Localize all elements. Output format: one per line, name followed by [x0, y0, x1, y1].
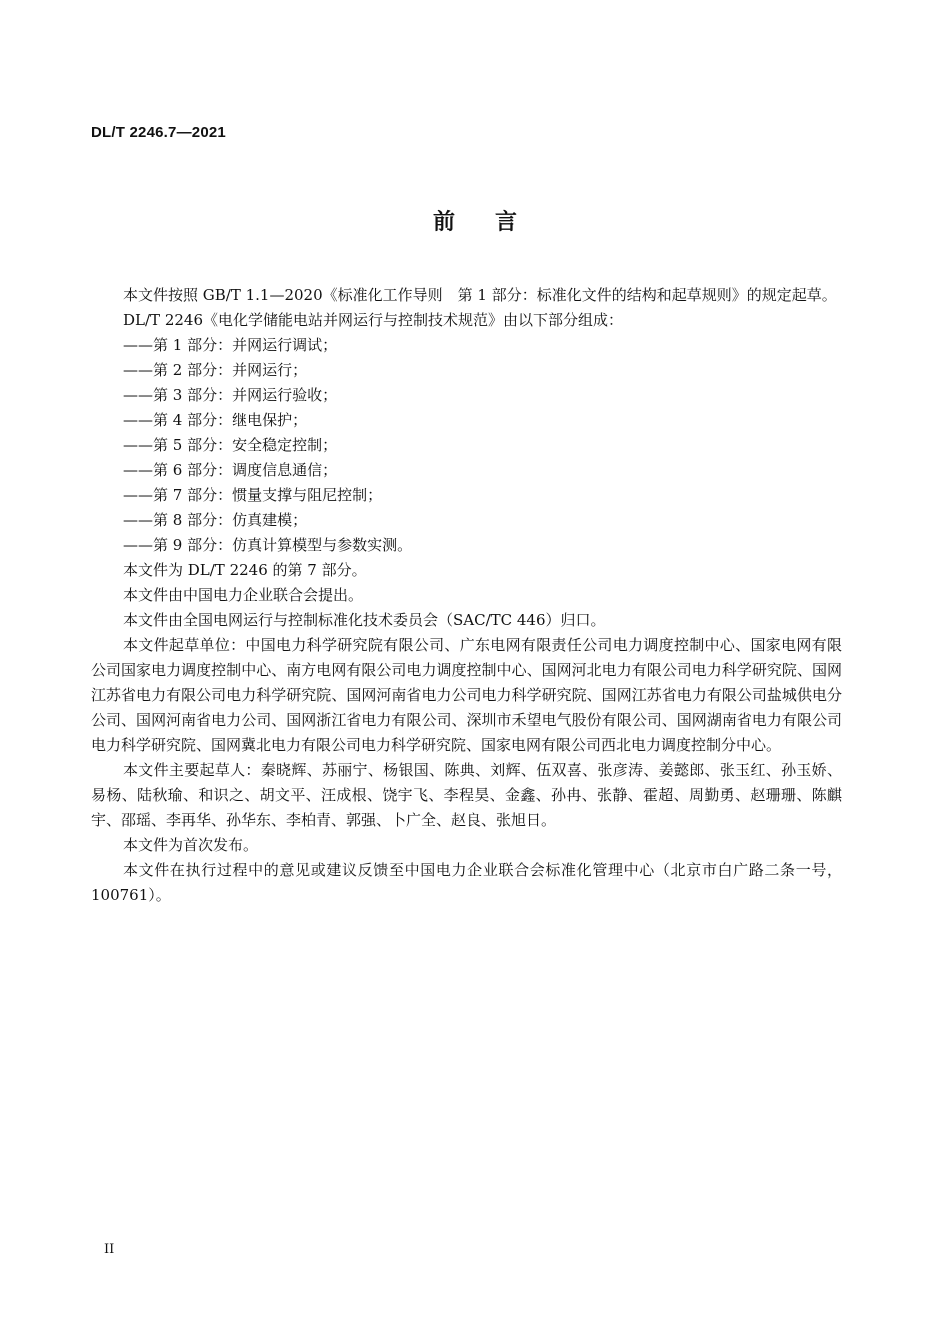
foreword-body [91, 283, 842, 908]
intro-paragraph-parts: DL/T 2246《电化学储能电站并网运行与控制技术规范》由以下部分组成： [123, 311, 623, 329]
proposed-by-statement: 本文件由中国电力企业联合会提出。 [123, 586, 364, 604]
managed-by-statement: 本文件由全国电网运行与控制标准化技术委员会（SAC/TC 446）归口。 [123, 611, 606, 629]
list-item: ——第 7 部分：惯量支撑与阻尼控制； [123, 486, 383, 504]
list-item: ——第 9 部分：仿真计算模型与参数实测。 [123, 536, 413, 554]
list-item: ——第 3 部分：并网运行验收； [123, 386, 338, 404]
list-item: ——第 5 部分：安全稳定控制； [123, 436, 338, 454]
first-release-statement: 本文件为首次发布。 [123, 836, 259, 854]
parts-list [91, 333, 842, 558]
list-item: ——第 4 部分：继电保护； [123, 411, 308, 429]
document-code: DL/T 2246.7—2021 [91, 124, 226, 141]
drafting-units-paragraph: 本文件起草单位：中国电力科学研究院有限公司、广东电网有限责任公司电力调度控制中心、国家电网有限公司国家电力调度控制中心、南方电网有限公司电力调度控制中心、国网河北电力有限公司电力科学研究院、国网江苏省电力有限公司电力科学研究院、国网河南省电力公司电力科学研究院、国网江苏省电力有限公司盐城供电分公司、国网河南省电力公司、国网浙江省电力有限公司、深圳市禾望电气股份有限公司、国网湖南省电力有限公司电力科学研究院、国网冀北电力有限公司电力科学研究院、国家电网有限公司西北电力调度控制分中心。 [91, 636, 842, 754]
list-item: ——第 1 部分：并网运行调试； [123, 336, 338, 354]
feedback-paragraph: 本文件在执行过程中的意见或建议反馈至中国电力企业联合会标准化管理中心（北京市白广路二条一号，100761）。 [91, 861, 842, 904]
list-item: ——第 2 部分：并网运行； [123, 361, 308, 379]
intro-paragraph-drafting-basis: 本文件按照 GB/T 1.1—2020《标准化工作导则 第 1 部分：标准化文件的结构和起草规则》的规定起草。 [123, 286, 837, 304]
list-item: ——第 6 部分：调度信息通信； [123, 461, 338, 479]
part-of-statement: 本文件为 DL/T 2246 的第 7 部分。 [123, 561, 367, 579]
page-number: II [104, 1242, 115, 1257]
drafters-paragraph: 本文件主要起草人：秦晓辉、苏丽宁、杨银国、陈典、刘辉、伍双喜、张彦涛、姜懿郎、张玉红、孙玉娇、易杨、陆秋瑜、和识之、胡文平、汪成根、饶宇飞、李程昊、金鑫、孙冉、张静、霍超、周勤勇、赵珊珊、陈麒宇、邵瑶、李再华、孙华东、李柏青、郭强、卜广全、赵良、张旭日。 [91, 761, 842, 829]
page-title: 前言 [432, 209, 557, 235]
list-item: ——第 8 部分：仿真建模； [123, 511, 308, 529]
